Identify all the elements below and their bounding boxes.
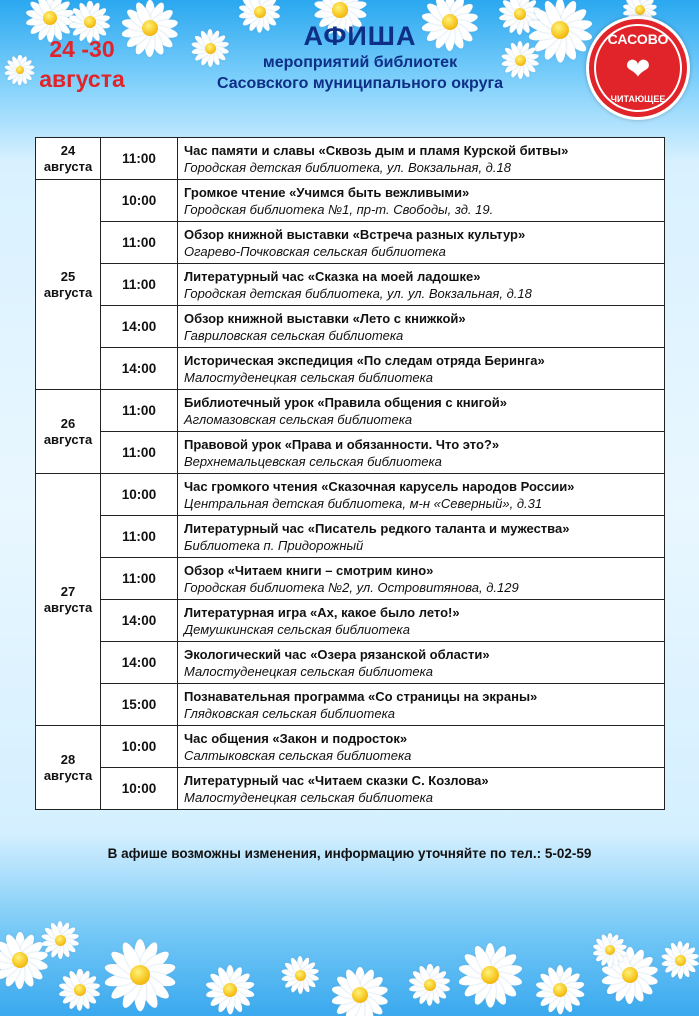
table-row	[36, 432, 665, 474]
daisy-flower	[102, 937, 178, 1013]
daisy-flower	[280, 955, 320, 995]
time-cell: 11:00	[101, 264, 178, 306]
time-cell: 10:00	[101, 726, 178, 768]
event-name: Экологический час «Озера рязанской области»	[184, 646, 490, 662]
table-row	[36, 390, 665, 432]
event-cell	[178, 474, 665, 516]
table-row	[36, 684, 665, 726]
event-name: Час громкого чтения «Сказочная карусель народов России»	[184, 478, 575, 494]
table-row	[36, 516, 665, 558]
event-cell	[178, 768, 665, 810]
event-cell	[178, 138, 665, 180]
event-cell	[178, 642, 665, 684]
time-cell: 10:00	[101, 474, 178, 516]
time-cell: 11:00	[101, 432, 178, 474]
event-name: Правовой урок «Права и обязанности. Что это?»	[184, 436, 500, 452]
event-place: Библиотека п. Придорожный	[184, 537, 364, 553]
event-place: Огарево-Почковская сельская библиотека	[184, 243, 446, 259]
event-name: Час общения «Закон и подросток»	[184, 730, 408, 746]
event-place: Салтыковская сельская библиотека	[184, 747, 412, 763]
event-name: Познавательная программа «Со страницы на экраны»	[184, 688, 538, 704]
event-cell	[178, 684, 665, 726]
event-place: Городская библиотека №2, ул. Островитянова, д.129	[184, 579, 519, 595]
daisy-flower	[40, 920, 80, 960]
logo-top-text: САСОВО	[607, 31, 669, 47]
event-cell	[178, 348, 665, 390]
event-cell	[178, 306, 665, 348]
date-cell	[36, 726, 101, 810]
time-cell: 14:00	[101, 306, 178, 348]
date-day: 25	[60, 268, 76, 284]
event-cell	[178, 516, 665, 558]
time-cell: 14:00	[101, 600, 178, 642]
event-cell	[178, 558, 665, 600]
daisy-flower	[660, 940, 699, 980]
event-place: Центральная детская библиотека, м-н «Северный», д.31	[184, 495, 543, 511]
event-cell	[178, 432, 665, 474]
table-row	[36, 180, 665, 222]
event-name: Литературный час «Сказка на моей ладошке»	[184, 268, 481, 284]
daisy-flower	[58, 968, 102, 1012]
table-row	[36, 642, 665, 684]
table-row	[36, 138, 665, 180]
date-day: 27	[60, 583, 76, 599]
footnote: В афише возможны изменения, информацию уточняйте по тел.: 5-02-59	[107, 846, 592, 861]
table-row	[36, 600, 665, 642]
time-cell: 11:00	[101, 516, 178, 558]
daisy-flower	[408, 963, 452, 1007]
event-place: Городская детская библиотека, ул. Вокзальная, д.18	[184, 159, 511, 175]
poster-subtitle-1: мероприятий библиотек	[262, 54, 458, 71]
event-place: Малостуденецкая сельская библиотека	[184, 663, 433, 679]
event-name: Обзор «Читаем книги – смотрим кино»	[184, 562, 434, 578]
book-heart-icon: ❤	[625, 53, 651, 86]
event-name: Библиотечный урок «Правила общения с книгой»	[184, 394, 507, 410]
event-name: Обзор книжной выставки «Встреча разных культур»	[184, 226, 526, 242]
event-place: Глядковская сельская библиотека	[184, 705, 395, 721]
event-name: Литературный час «Читаем сказки С. Козлова»	[184, 772, 489, 788]
daisy-flower	[592, 932, 628, 968]
event-cell	[178, 264, 665, 306]
table-row	[36, 558, 665, 600]
time-cell: 10:00	[101, 180, 178, 222]
table-row	[36, 474, 665, 516]
date-day: 24	[60, 142, 76, 158]
logo-bottom-text: ЧИТАЮЩЕЕ	[610, 94, 666, 104]
time-cell: 11:00	[101, 390, 178, 432]
event-place: Гавриловская сельская библиотека	[184, 327, 404, 343]
date-month: августа	[43, 431, 93, 447]
event-cell	[178, 726, 665, 768]
date-day: 28	[60, 751, 76, 767]
time-cell: 11:00	[101, 222, 178, 264]
daisy-flower	[534, 964, 586, 1016]
date-month: августа	[43, 599, 93, 615]
date-range-header	[32, 34, 132, 94]
event-place: Городская детская библиотека, ул. ул. Вокзальная, д.18	[184, 285, 532, 301]
event-name: Литературный час «Писатель редкого таланта и мужества»	[184, 520, 570, 536]
table-row	[36, 306, 665, 348]
poster-title: АФИША	[303, 21, 417, 51]
date-month: августа	[43, 158, 93, 174]
event-place: Малостуденецкая сельская библиотека	[184, 789, 433, 805]
poster-title-block	[150, 20, 570, 94]
date-month: августа	[43, 767, 93, 783]
time-cell: 10:00	[101, 768, 178, 810]
daisy-flower	[330, 965, 390, 1016]
date-month: августа	[43, 284, 93, 300]
event-place: Демушкинская сельская библиотека	[184, 621, 410, 637]
table-row	[36, 264, 665, 306]
event-name: Историческая экспедиция «По следам отряда Беринга»	[184, 352, 545, 368]
event-name: Час памяти и славы «Сквозь дым и пламя Курской битвы»	[184, 142, 569, 158]
schedule-table	[35, 137, 665, 810]
date-range: 24 -30	[49, 36, 115, 62]
date-month: августа	[39, 66, 125, 92]
time-cell: 15:00	[101, 684, 178, 726]
table-row	[36, 768, 665, 810]
event-place: Агломазовская сельская библиотека	[184, 411, 413, 427]
time-cell: 14:00	[101, 642, 178, 684]
daisy-flower	[204, 964, 256, 1016]
daisy-flower	[456, 941, 524, 1009]
event-cell	[178, 390, 665, 432]
poster-subtitle-2: Сасовского муниципального округа	[216, 75, 504, 92]
event-place: Городская библиотека №1, пр-т. Свободы, зд. 19.	[184, 201, 494, 217]
table-row	[36, 348, 665, 390]
date-cell	[36, 474, 101, 726]
sasovo-logo	[586, 16, 690, 120]
event-name: Обзор книжной выставки «Лето с книжкой»	[184, 310, 466, 326]
event-cell	[178, 600, 665, 642]
time-cell: 11:00	[101, 558, 178, 600]
date-day: 26	[60, 415, 76, 431]
date-cell	[36, 390, 101, 474]
date-cell	[36, 138, 101, 180]
time-cell: 14:00	[101, 348, 178, 390]
time-cell: 11:00	[101, 138, 178, 180]
event-place: Верхнемальцевская сельская библиотека	[184, 453, 442, 469]
event-name: Громкое чтение «Учимся быть вежливыми»	[184, 184, 470, 200]
event-cell	[178, 180, 665, 222]
date-cell	[36, 180, 101, 390]
event-place: Малостуденецкая сельская библиотека	[184, 369, 433, 385]
table-row	[36, 726, 665, 768]
table-row	[36, 222, 665, 264]
event-cell	[178, 222, 665, 264]
event-name: Литературная игра «Ах, какое было лето!»	[184, 604, 460, 620]
